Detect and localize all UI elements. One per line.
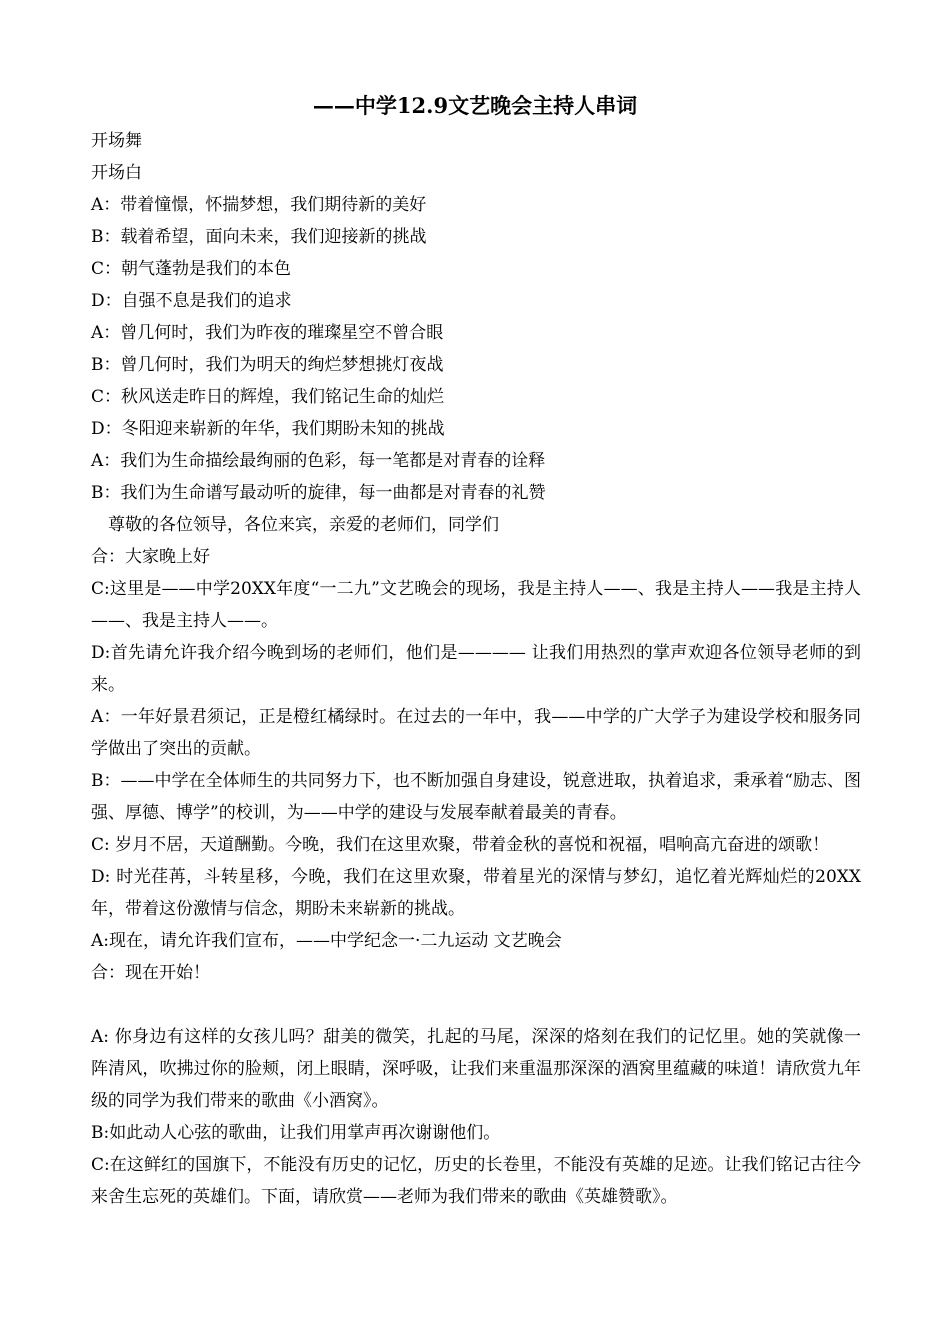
paragraph-line: B:如此动人心弦的歌曲，让我们用掌声再次谢谢他们。 [91, 1123, 501, 1143]
paragraph-line: C:在这鲜红的国旗下，不能没有历史的记忆，历史的长卷里，不能没有英雄的足迹。让我们铭记古往今来舍生忘死的英雄们。下面，请欣赏——老师为我们带来的歌曲《英雄赞歌》。 [91, 1155, 861, 1207]
paragraph-greeting: 尊敬的各位领导，各位来宾，亲爱的老师们，同学们 [108, 515, 499, 535]
paragraph-line: C：朝气蓬勃是我们的本色 [91, 259, 292, 279]
paragraph-line: D：冬阳迎来崭新的年华，我们期盼未知的挑战 [91, 419, 445, 439]
paragraph-line: A: 你身边有这样的女孩儿吗？甜美的微笑，扎起的马尾，深深的烙刻在我们的记忆里。她的笑就像一阵清风，吹拂过你的脸颊，闭上眼睛，深呼吸，让我们来重温那深深的酒窝里蕴藏的味道！请欣赏九年级的同学为我们带来的歌曲《小酒窝》。 [91, 1027, 861, 1111]
paragraph-line: 合：现在开始！ [91, 963, 210, 983]
paragraph-line: D:首先请允许我介绍今晚到场的老师们，他们是———— 让我们用热烈的掌声欢迎各位领导老师的到来。 [91, 643, 861, 695]
paragraph-line: C: 岁月不居，天道酬勤。今晚，我们在这里欢聚，带着金秋的喜悦和祝福，唱响高亢奋进的颂歌！ [91, 835, 830, 855]
document-title: ——中学12.9文艺晚会主持人串词 [312, 93, 638, 118]
paragraph-line: C：秋风送走昨日的辉煌，我们铭记生命的灿烂 [91, 387, 445, 407]
paragraph-line: D：自强不息是我们的追求 [91, 291, 292, 311]
paragraph-line: A：曾几何时，我们为昨夜的璀璨星空不曾合眼 [91, 323, 444, 343]
paragraph-opening-dance: 开场舞 [91, 131, 142, 151]
paragraph-line: B：——中学在全体师生的共同努力下，也不断加强自身建设，锐意进取，执着追求，秉承着“励志、图强、厚德、博学”的校训，为——中学的建设与发展奉献着最美的青春。 [91, 771, 861, 823]
paragraph-line: A：一年好景君须记，正是橙红橘绿时。在过去的一年中，我——中学的广大学子为建设学校和服务同学做出了突出的贡献。 [91, 707, 861, 759]
paragraph-line: B：曾几何时，我们为明天的绚烂梦想挑灯夜战 [91, 355, 444, 375]
paragraph-line: B：载着希望，面向未来，我们迎接新的挑战 [91, 227, 427, 247]
document-body [91, 125, 861, 1213]
paragraph-line: A：我们为生命描绘最绚丽的色彩，每一笔都是对青春的诠释 [91, 451, 546, 471]
paragraph-opening-remarks: 开场白 [91, 163, 142, 183]
paragraph-line: C:这里是——中学20XX年度“一二九”文艺晚会的现场，我是主持人——、我是主持人——我是主持人——、我是主持人——。 [91, 579, 861, 631]
paragraph-line: A:现在，请允许我们宣布，——中学纪念一·二九运动 文艺晚会 [91, 931, 562, 951]
paragraph-line: B：我们为生命谱写最动听的旋律，每一曲都是对青春的礼赞 [91, 483, 546, 503]
paragraph-line: A：带着憧憬，怀揣梦想，我们期待新的美好 [91, 195, 427, 215]
blank-line [91, 989, 861, 1021]
paragraph-line: D: 时光荏苒，斗转星移，今晚，我们在这里欢聚，带着星光的深情与梦幻，追忆着光辉灿烂的20XX年，带着这份激情与信念，期盼未来崭新的挑战。 [91, 867, 861, 919]
paragraph-line: 合：大家晚上好 [91, 547, 210, 567]
